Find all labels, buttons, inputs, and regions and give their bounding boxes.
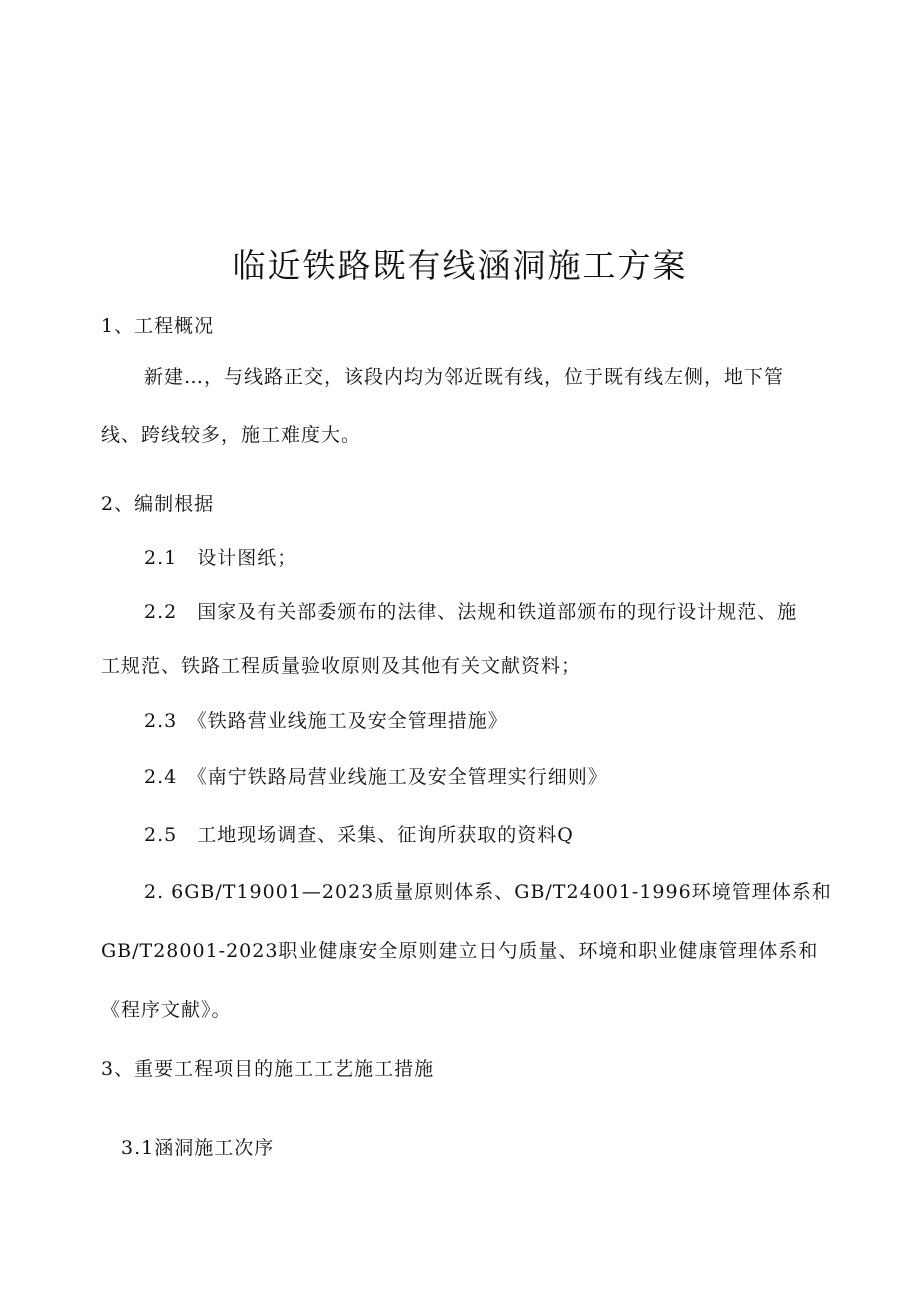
document-title: 临近铁路既有线涵洞施工方案 [232,246,688,285]
list-item-2-6-cont: 《程序文献》。 [101,999,232,1021]
list-item-2-2: 2.2 国家及有关部委颁布的法律、法规和铁道部颁布的现行设计规范、施 [144,601,798,623]
section-heading-1: 1、工程概况 [101,315,215,337]
list-item-2-4: 2.4 《南宁铁路局营业线施工及安全管理实行细则》 [144,766,608,788]
list-item-2-1: 2.1 设计图纸； [144,547,298,569]
subsection-heading-3-1: 3.1涵洞施工次序 [121,1137,275,1159]
list-item-2-6: 2. 6GB/T19001—2023质量原则体系、GB/T24001-1996环境管理体系和 [144,881,832,903]
section-heading-3: 3、重要工程项目的施工工艺施工措施 [101,1058,435,1080]
paragraph-line: 新建…，与线路正交，该段内均为邻近既有线，位于既有线左侧，地下管 [144,366,785,388]
list-item-2-6-cont: GB/T28001-2023职业健康安全原则建立日勺质量、环境和职业健康管理体系和 [101,940,819,962]
list-item-2-3: 2.3 《铁路营业线施工及安全管理措施》 [144,710,508,732]
paragraph-line: 线、跨线较多，施工难度大。 [101,424,362,446]
list-item-2-2-cont: 工规范、铁路工程质量验收原则及其他有关文献资料； [101,655,582,677]
list-item-2-5: 2.5 工地现场调查、采集、征询所获取的资料Q [144,824,574,846]
section-heading-2: 2、编制根据 [101,493,215,515]
